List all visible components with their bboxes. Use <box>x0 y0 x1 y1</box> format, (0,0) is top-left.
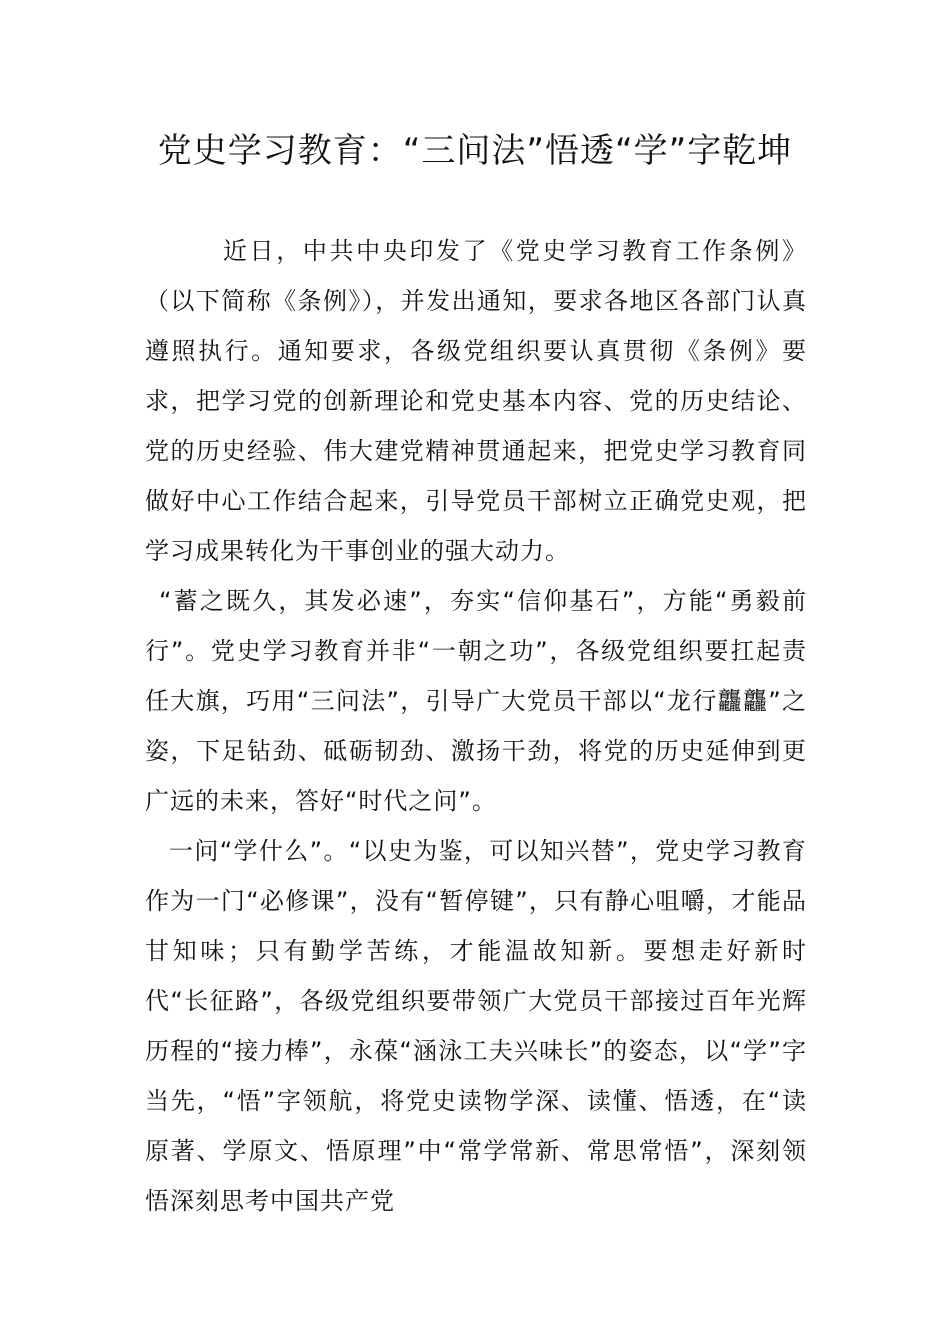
document-body <box>145 226 807 1226</box>
paragraph-overview: “蓄之既久，其发必速”，夯实“信仰基石”，方能“勇毅前行”。党史学习教育并非“一朝之功”，各级党组织要扛起责任大旗，巧用“三问法”，引导广大党员干部以“龙行龘龘”之姿，下足钻劲、砥砺韧劲、激扬干劲，将党的历史延伸到更广远的未来，答好“时代之问”。 <box>145 587 807 815</box>
document-title: 党史学习教育：“三问法”悟透“学”字乾坤 <box>157 131 793 171</box>
paragraph-first-question: 一问“学什么”。“以史为鉴，可以知兴替”，党史学习教育作为一门“必修课”，没有“暂停键”，只有静心咀嚼，才能品甘知味；只有勤学苦练，才能温故知新。要想走好新时代“长征路”，各级党组织要带领广大党员干部接过百年光辉历程的“接力棒”，永葆“涵泳工夫兴味长”的姿态，以“学”字当先，“悟”字领航，将党史读物学深、读懂、悟透，在“读原著、学原文、悟原理”中“常学常新、常思常悟”，深刻领悟深刻思考中国共产党 <box>145 837 807 1215</box>
paragraph-intro: 近日，中共中央印发了《党史学习教育工作条例》（以下简称《条例》），并发出通知，要求各地区各部门认真遵照执行。通知要求，各级党组织要认真贯彻《条例》要求，把学习党的创新理论和党史基本内容、党的历史结论、党的历史经验、伟大建党精神贯通起来，把党史学习教育同做好中心工作结合起来，引导党员干部树立正确党史观，把学习成果转化为干事创业的强大动力。 <box>145 237 807 565</box>
